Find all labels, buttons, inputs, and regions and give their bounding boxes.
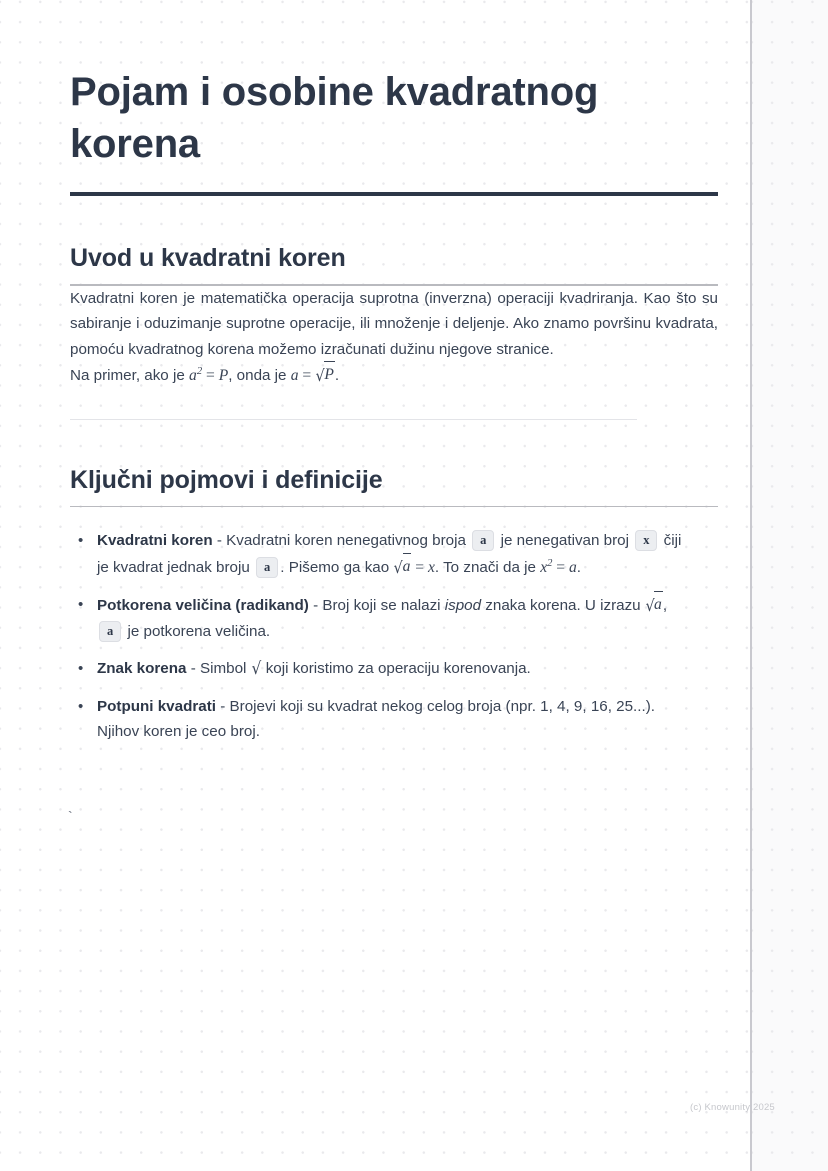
list-item [70, 528, 689, 580]
formula-p: P [218, 367, 229, 384]
stray-tick-mark: ` [68, 808, 73, 824]
terms-list [70, 528, 718, 745]
section-heading-rule [70, 506, 718, 508]
formula-equals-2: = [552, 558, 569, 576]
radical-sign-icon: √ [645, 596, 655, 615]
term-dash: - [216, 697, 230, 715]
example-paragraph [70, 362, 718, 389]
title-underline-rule [70, 192, 718, 196]
formula-base-a: a [189, 367, 197, 384]
formula-a-squared-equals-p [189, 367, 228, 384]
radical-sign-icon: √ [315, 366, 325, 385]
radical-sqrt-a [393, 554, 411, 581]
document-content [70, 0, 718, 757]
section-uvod [70, 244, 718, 420]
term-dash: - [308, 597, 323, 614]
section-divider [70, 419, 637, 420]
radicand-a: a [403, 553, 412, 580]
formula-variable-x: x [428, 558, 435, 576]
term-label-potkorena-velicina: Potkorena veličina (radikand) [97, 597, 309, 614]
formula-equals-2: = [298, 367, 316, 384]
term-label-znak-korena: Znak korena [97, 660, 187, 677]
term-text-2: je nenegativan broj [496, 532, 634, 549]
formula-lhs-a: a [290, 367, 299, 384]
right-margin-panel [752, 0, 828, 1171]
term-text-3: , [662, 597, 668, 614]
radical-sign-icon: √ [393, 557, 404, 577]
section-heading-uvod: Uvod u kvadratni koren [70, 244, 346, 272]
formula-sqrt-a-equals-x [393, 559, 435, 576]
term-dash: - [186, 660, 200, 677]
term-emphasis-ispod: ispod [444, 597, 482, 614]
term-text-1: Kvadratni koren nenegativnog broja [226, 532, 471, 549]
formula-equals-1: = [202, 367, 219, 384]
term-text-4: je potkorena veličina. [123, 622, 271, 640]
section-kljucni-pojmovi [70, 466, 718, 745]
formula-exponent-2: 2 [547, 557, 553, 569]
list-item [70, 694, 689, 745]
formula-base-x: x [540, 558, 548, 576]
list-item [70, 656, 689, 682]
footer-watermark: (c) Knowunity 2025 [690, 1102, 775, 1113]
example-middle-text: , onda je [228, 367, 291, 384]
example-lead-text: Na primer, ako je [70, 367, 190, 384]
term-label-kvadratni-koren: Kvadratni koren [97, 532, 213, 549]
term-text-3: čiji je kvadrat jednak broju [97, 532, 682, 576]
inline-chip-a: a [472, 530, 494, 551]
term-dash: - [212, 532, 227, 549]
formula-sqrt-a [645, 597, 663, 614]
term-text-2: znaka korena. U izrazu [481, 597, 645, 614]
formula-exponent-2: 2 [196, 365, 203, 377]
page-title: Pojam i osobine kvadratnog korena [70, 70, 599, 166]
right-margin-divider [750, 0, 752, 1171]
intro-paragraph: Kvadratni koren je matematička operacija suprotna (inverzna) operaciji kvadriranja. Kao što su sabiranje i oduzimanje suprotne operacije, ili množenje i deljenje. Ako znamo površinu kvadrata, pomoću kvadratnog korena možemo izračunati dužinu njegove stranice. [70, 289, 718, 358]
term-text-6: . To znači da je [434, 558, 541, 576]
radical-sqrt-a [645, 592, 663, 619]
radicand-p: P [324, 361, 335, 388]
term-text-1: Simbol [199, 660, 251, 677]
formula-a-equals-sqrt-p [291, 367, 335, 384]
term-label-potpuni-kvadrati: Potpuni kvadrati [97, 697, 216, 715]
inline-chip-a-2: a [256, 557, 278, 578]
term-text-4: . Pišemo ga kao [280, 558, 394, 576]
term-text-1: Broj koji se nalazi [322, 597, 445, 614]
term-text-1: Brojevi koji su kvadrat nekog celog broja (npr. 1, 4, 9, 16, 25...). Njihov koren je ceo broj. [97, 697, 655, 740]
inline-chip-x: x [635, 530, 657, 551]
list-item [70, 592, 689, 644]
radicand-a: a [654, 591, 663, 618]
formula-variable-a: a [569, 558, 577, 576]
section-heading-kljucni-pojmovi: Ključni pojmovi i definicije [70, 465, 383, 494]
example-tail-text: . [334, 367, 340, 384]
formula-equals: = [411, 558, 428, 576]
term-text-2: koji koristimo za operaciju korenovanja. [261, 660, 531, 677]
inline-chip-a: a [99, 621, 121, 642]
term-text-8: . [576, 558, 582, 576]
formula-x-squared-equals-a [540, 559, 577, 576]
radical-sqrt-p [315, 362, 335, 389]
radical-sign-icon: √ [251, 659, 261, 679]
